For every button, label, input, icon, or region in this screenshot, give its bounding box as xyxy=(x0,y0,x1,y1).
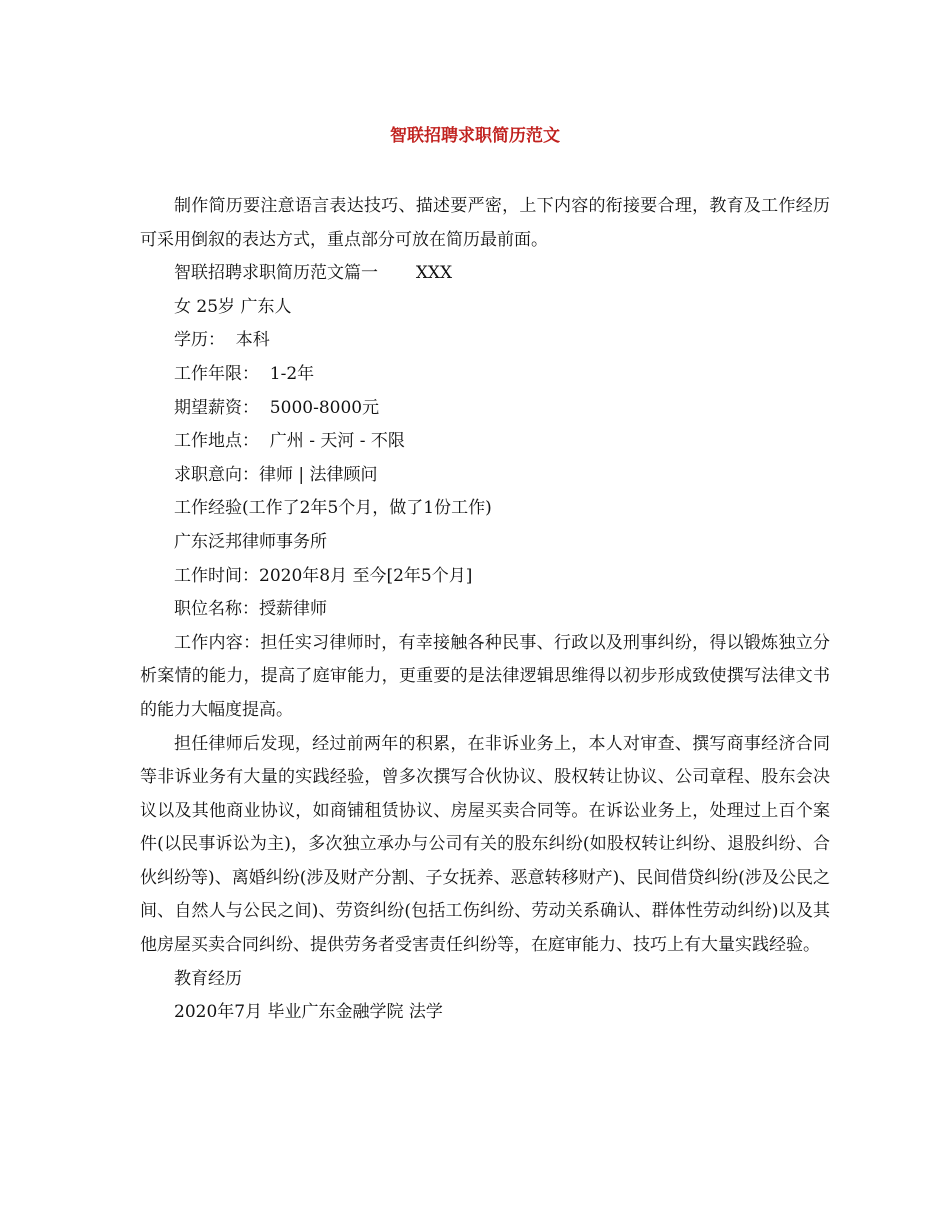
position-title: 职位名称：授薪律师 xyxy=(174,599,327,620)
basic-info: 女 25岁 广东人 xyxy=(174,296,292,317)
document-body xyxy=(140,190,830,1030)
work-period: 工作时间：2020年8月 至今[2年5个月] xyxy=(174,565,473,586)
lawyer-experience-paragraph: 担任律师后发现，经过前两年的积累，在非诉业务上，本人对审查、撰写商事经济合同等非诉业务有大量的实践经验，曾多次撰写合伙协议、股权转让协议、公司章程、股东会决议以及其他商业协议，如商铺租赁协议、房屋买卖合同等。在诉讼业务上，处理过上百个案件(以民事诉讼为主)，多次独立承办与公司有关的股东纠纷(如股权转让纠纷、退股纠纷、合伙纠纷等)、离婚纠纷(涉及财产分割、子女抚养、恶意转移财产)、民间借贷纠纷(涉及公民之间、自然人与公民之间)、劳资纠纷(包括工伤纠纷、劳动关系确认、群体性劳动纠纷)以及其他房屋买卖合同纠纷、提供劳务者受害责任纠纷等，在庭审能力、技巧上有大量实践经验。 xyxy=(140,733,830,956)
education-entry: 2020年7月 毕业广东金融学院 法学 xyxy=(174,1002,443,1023)
section-heading: 智联招聘求职简历范文篇一 XXX xyxy=(174,263,453,284)
job-content-paragraph: 工作内容：担任实习律师时，有幸接触各种民事、行政以及刑事纠纷，得以锻炼独立分析案情的能力，提高了庭审能力，更重要的是法律逻辑思维得以初步形成致使撰写法律文书的能力大幅度提高。 xyxy=(140,632,830,720)
education-heading: 教育经历 xyxy=(174,968,242,989)
work-location: 工作地点： 广州 - 天河 - 不限 xyxy=(174,431,405,452)
employer-name: 广东泛邦律师事务所 xyxy=(174,531,327,552)
intro-paragraph: 制作简历要注意语言表达技巧、描述要严密，上下内容的衔接要合理，教育及工作经历可采用倒叙的表达方式，重点部分可放在简历最前面。 xyxy=(140,196,830,250)
expected-salary: 期望薪资： 5000-8000元 xyxy=(174,397,380,418)
document-title: 智联招聘求职简历范文 xyxy=(390,126,560,146)
experience-summary: 工作经验(工作了2年5个月，做了1份工作) xyxy=(174,498,492,519)
work-years: 工作年限： 1-2年 xyxy=(174,363,315,384)
job-intention: 求职意向：律师 | 法律顾问 xyxy=(174,464,378,485)
education-level: 学历： 本科 xyxy=(174,330,270,351)
